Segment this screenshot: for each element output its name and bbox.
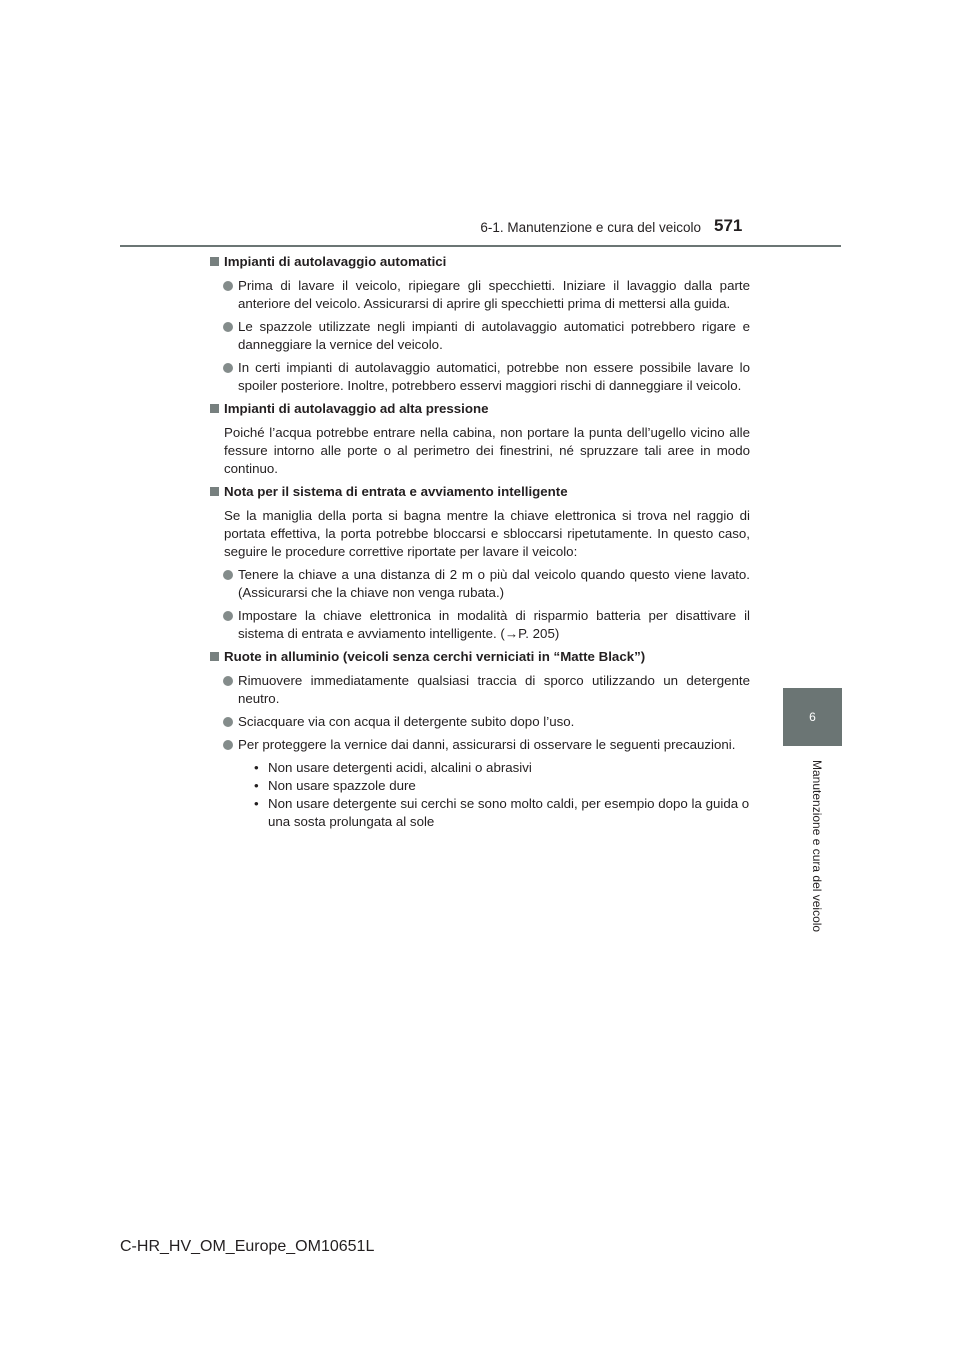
round-bullet-icon [223,322,233,332]
chapter-label: Manutenzione e cura del veicolo [810,760,824,933]
section-heading-ruote-alluminio [210,648,750,666]
sub-list-item [254,777,750,795]
header-section-title: 6-1. Manutenzione e cura del veicolo [480,220,701,235]
dot-marker-icon: • [254,760,259,775]
list-item-text: Per proteggere la vernice dai danni, assicurarsi di osservare le seguenti precauzioni. [238,737,736,752]
list-item [210,318,750,354]
sub-list-item-text: Non usare spazzole dure [268,778,416,793]
section-title: Nota per il sistema di entrata e avviamento intelligente [224,484,568,499]
page-content [210,253,750,831]
list-item [210,736,750,754]
list-item-text: Tenere la chiave a una distanza di 2 m o più dal veicolo quando questo viene lavato. (Assicurarsi che la chiave non venga rubata.) [238,567,750,600]
square-bullet-icon [210,404,219,413]
sub-list-item [254,795,750,831]
page-number: 571 [714,216,743,235]
square-bullet-icon [210,257,219,266]
paragraph: Se la maniglia della porta si bagna mentre la chiave elettronica si trova nel raggio di portata effettiva, la porta potrebbe bloccarsi e sbloccarsi ripetutamente. In questo caso, seguire le procedure correttive riportate per lavare il veicolo: [224,508,750,559]
section-title: Impianti di autolavaggio ad alta pressione [224,401,489,416]
list-item [210,566,750,602]
round-bullet-icon [223,717,233,727]
list-item [210,277,750,313]
list-item-text: In certi impianti di autolavaggio automatici, potrebbe non essere possibile lavare lo spoiler posteriore. Inoltre, potrebbero esservi maggiori rischi di danneggiare il veicolo. [238,360,750,393]
section-heading-alta-pressione [210,400,750,418]
paragraph: Poiché l’acqua potrebbe entrare nella cabina, non portare la punta dell’ugello vicino alle fessure intorno alle porte o al perimetro dei finestrini, né spruzzare tali aree in modo continuo. [224,425,750,476]
round-bullet-icon [223,281,233,291]
sub-list-item-text: Non usare detergente sui cerchi se sono molto caldi, per esempio dopo la guida o una sosta prolungata al sole [268,796,750,829]
dot-marker-icon: • [254,778,259,793]
round-bullet-icon [223,363,233,373]
list-item-text: Rimuovere immediatamente qualsiasi traccia di sporco utilizzando un detergente neutro. [238,673,750,706]
round-bullet-icon [223,676,233,686]
section-heading-entrata-intelligente [210,483,750,501]
section-title: Ruote in alluminio (veicoli senza cerchi verniciati in “Matte Black”) [224,649,646,664]
list-item-text: Impostare la chiave elettronica in modalità di risparmio batteria per disattivare il sistema di entrata e avviamento intelligente. (→P. 205) [238,608,750,641]
list-item [210,713,750,731]
section-title: Impianti di autolavaggio automatici [224,254,447,269]
document-code: C-HR_HV_OM_Europe_OM10651L [120,1238,375,1255]
sub-list-item [254,759,750,777]
list-item [210,607,750,643]
round-bullet-icon [223,740,233,750]
chapter-number: 6 [809,710,816,724]
sub-list-item-text: Non usare detergenti acidi, alcalini o abrasivi [268,760,532,775]
header-rule [120,245,841,247]
dot-marker-icon: • [254,796,259,811]
round-bullet-icon [223,570,233,580]
list-item-text: Prima di lavare il veicolo, ripiegare gli specchietti. Iniziare il lavaggio dalla parte anteriore del veicolo. Assicurarsi di aprire gli specchietti prima di mettersi alla guida. [238,278,750,311]
list-item [210,672,750,708]
list-item [210,359,750,395]
square-bullet-icon [210,487,219,496]
section-heading-autolavaggio [210,253,750,271]
square-bullet-icon [210,652,219,661]
list-item-text: Le spazzole utilizzate negli impianti di autolavaggio automatici potrebbero rigare e danneggiare la vernice del veicolo. [238,319,750,352]
chapter-tab[interactable] [783,688,842,746]
list-item-text: Sciacquare via con acqua il detergente subito dopo l’uso. [238,714,575,729]
sub-list [210,759,750,831]
round-bullet-icon [223,611,233,621]
